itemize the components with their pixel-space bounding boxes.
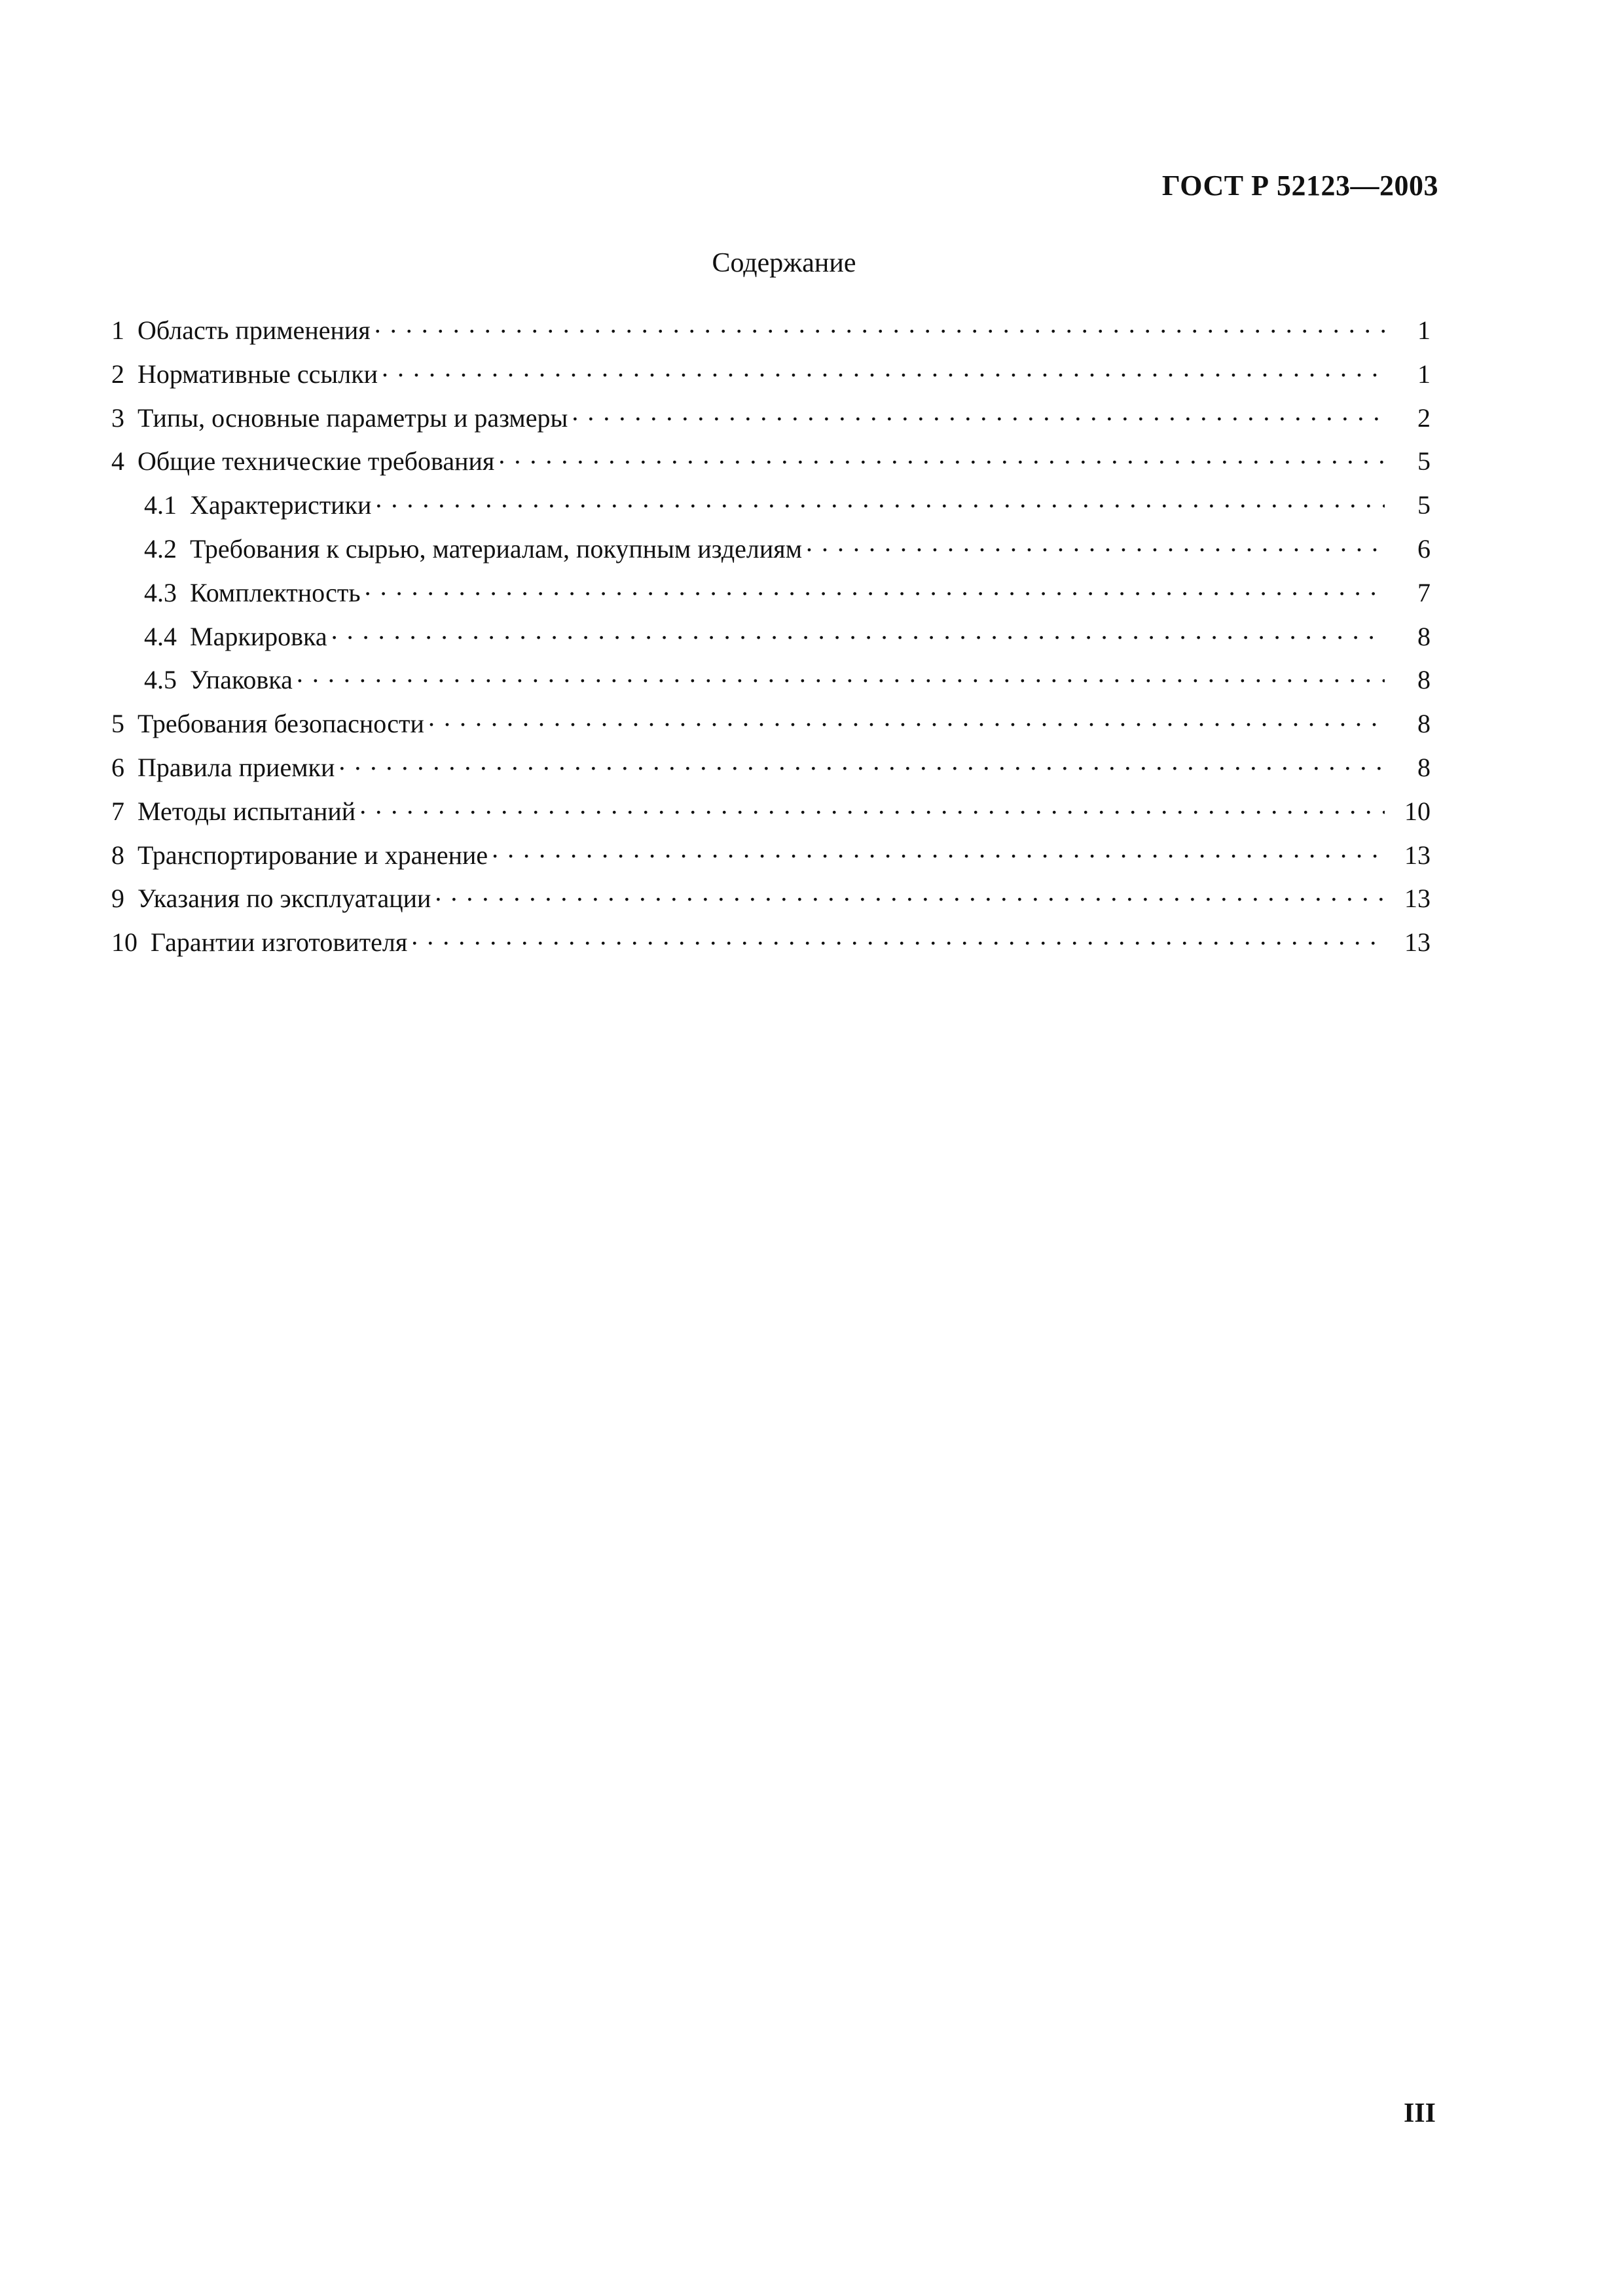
toc-entry[interactable]: [111, 838, 1431, 882]
toc-entry-page: 13: [1404, 927, 1431, 958]
toc-entry-number: 4.5: [144, 665, 177, 695]
page-number: III: [1403, 2098, 1436, 2128]
dot-leader: [492, 838, 1385, 864]
toc-entry-page: 8: [1417, 709, 1431, 739]
toc-entry-label: Маркировка: [190, 621, 327, 651]
toc-entry-label: Общие технические требования: [137, 446, 495, 476]
dot-leader: [375, 488, 1385, 514]
toc-entry-page: 6: [1417, 533, 1431, 564]
toc-entry-label: Методы испытаний: [137, 796, 356, 826]
toc-entry-number: 4.1: [144, 490, 177, 520]
toc-entry-number: 5: [111, 709, 124, 739]
toc-entry-label: Упаковка: [190, 665, 293, 695]
toc-entry-label: Требования безопасности: [137, 709, 424, 739]
dot-leader: [359, 794, 1385, 820]
toc-entry-label: Транспортирование и хранение: [137, 840, 488, 870]
dot-leader: [572, 401, 1385, 427]
dot-leader: [374, 313, 1385, 339]
dot-leader: [806, 531, 1385, 558]
toc-entry-number: 1: [111, 315, 124, 345]
toc-entry-page: 2: [1417, 403, 1431, 433]
toc-entry-label: Типы, основные параметры и размеры: [137, 403, 568, 433]
toc-entry-number: 7: [111, 796, 124, 826]
toc-entry-label: Гарантии изготовителя: [151, 927, 408, 958]
toc-entry-label: Характеристики: [190, 490, 372, 520]
toc-entry-label: Нормативные ссылки: [137, 359, 378, 389]
toc-entry-number: 6: [111, 752, 124, 782]
toc-entry-number: 4.2: [144, 533, 177, 564]
toc-entry-page: 13: [1404, 884, 1431, 914]
toc-entry-page: 5: [1417, 490, 1431, 520]
toc-entry[interactable]: [111, 794, 1431, 838]
toc-entry-label: Указания по эксплуатации: [137, 884, 431, 914]
toc-entry-page: 13: [1404, 840, 1431, 870]
dot-leader: [365, 575, 1385, 601]
toc-entry-number: 4.4: [144, 621, 177, 651]
dot-leader: [331, 619, 1385, 645]
dot-leader: [297, 662, 1385, 689]
toc-entry-number: 2: [111, 359, 124, 389]
toc-entry-page: 10: [1404, 796, 1431, 826]
toc-subentry[interactable]: [111, 662, 1431, 706]
toc-subentry[interactable]: [111, 488, 1431, 531]
toc-entry-number: 4.3: [144, 577, 177, 607]
toc-entry-number: 4: [111, 446, 124, 476]
toc-entry-page: 8: [1417, 621, 1431, 651]
toc-entry-label: Требования к сырью, материалам, покупным изделиям: [190, 533, 802, 564]
document-number: ГОСТ Р 52123—2003: [1161, 170, 1438, 202]
toc-entry[interactable]: [111, 750, 1431, 794]
dot-leader: [411, 925, 1385, 951]
toc-entry[interactable]: [111, 357, 1431, 401]
toc-entry-label: Правила приемки: [137, 752, 335, 782]
toc-title: Содержание: [712, 248, 856, 278]
toc-entry[interactable]: [111, 925, 1431, 969]
toc-entry-page: 1: [1417, 359, 1431, 389]
toc-entry[interactable]: [111, 881, 1431, 925]
dot-leader: [428, 706, 1385, 732]
dot-leader: [382, 357, 1385, 383]
toc-entry-number: 10: [111, 927, 137, 958]
toc-entry-number: 8: [111, 840, 124, 870]
toc-entry[interactable]: [111, 706, 1431, 750]
toc-entry-page: 7: [1417, 577, 1431, 607]
toc-subentry[interactable]: [111, 619, 1431, 663]
table-of-contents: [111, 313, 1431, 969]
toc-entry-page: 8: [1417, 665, 1431, 695]
toc-subentry[interactable]: [111, 531, 1431, 575]
dot-leader: [435, 881, 1385, 907]
toc-entry-page: 1: [1417, 315, 1431, 345]
toc-entry[interactable]: [111, 401, 1431, 444]
toc-entry-label: Комплектность: [190, 577, 361, 607]
toc-entry-number: 9: [111, 884, 124, 914]
toc-entry-number: 3: [111, 403, 124, 433]
toc-entry[interactable]: [111, 313, 1431, 357]
dot-leader: [498, 444, 1385, 470]
toc-entry-page: 5: [1417, 446, 1431, 476]
toc-entry-label: Область применения: [137, 315, 371, 345]
toc-entry-page: 8: [1417, 752, 1431, 782]
dot-leader: [338, 750, 1385, 776]
toc-subentry[interactable]: [111, 575, 1431, 619]
toc-entry[interactable]: [111, 444, 1431, 488]
